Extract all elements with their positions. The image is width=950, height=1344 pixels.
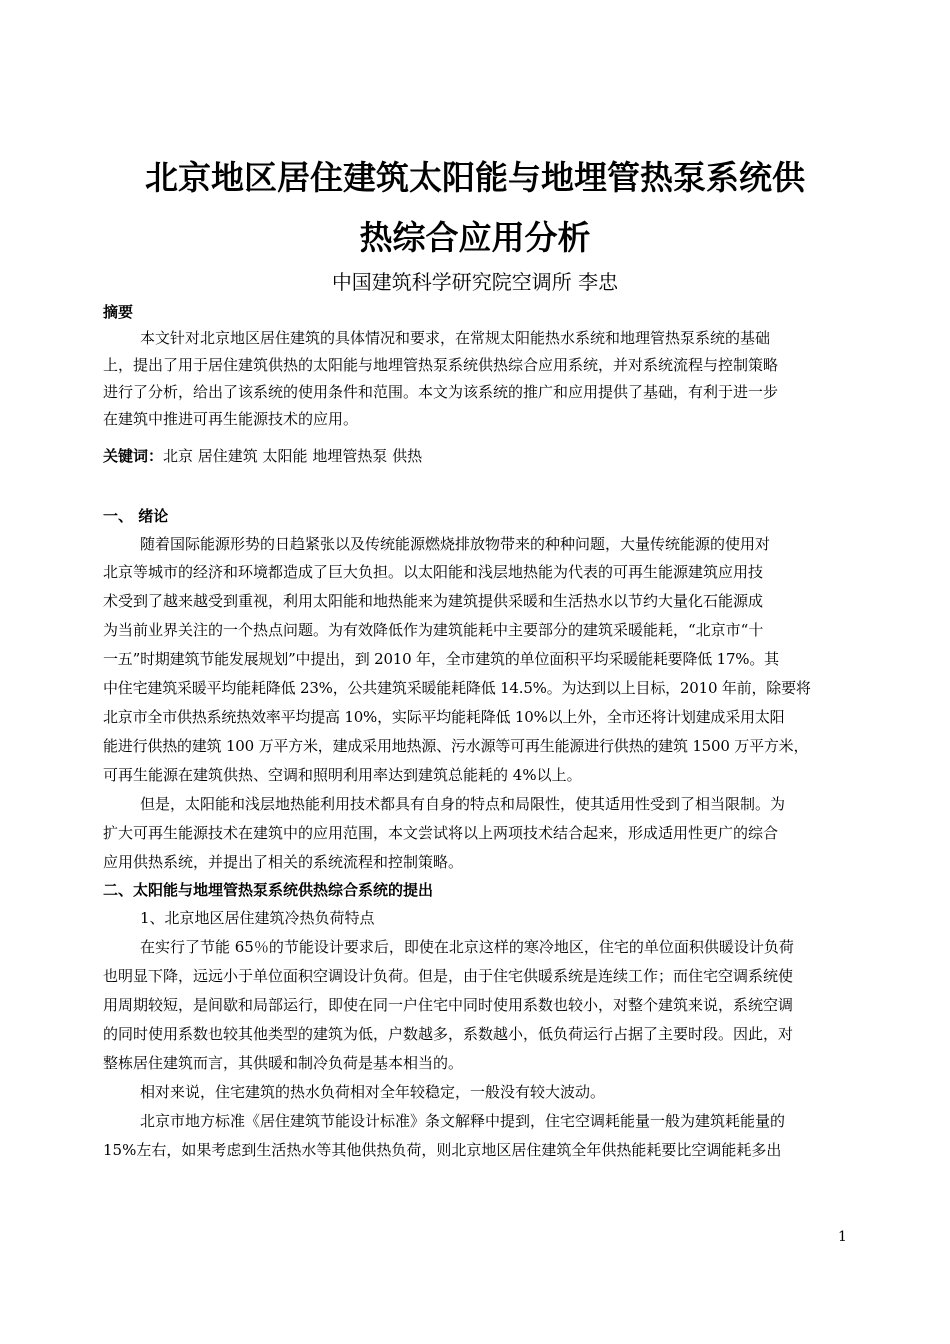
body-line: 北京市全市供热系统热效率平均提高 10%，实际平均能耗降低 10%以上外，全市还将计划建成采用太阳	[103, 708, 785, 726]
abstract-label: 摘要	[103, 303, 134, 321]
page-number: 1	[838, 1229, 847, 1245]
body-line: 北京市地方标准《居住建筑节能设计标准》条文解释中提到，住宅空调耗能量一般为建筑耗能量的	[140, 1112, 786, 1130]
body-line: 的同时使用系数也较其他类型的建筑为低，户数越多，系数越小，低负荷运行占据了主要时段。因此，对	[103, 1025, 794, 1043]
body-line: 随着国际能源形势的日趋紧张以及传统能源燃烧排放物带来的种种问题，大量传统能源的使用对	[140, 535, 771, 553]
body-line: 在实行了节能 65％的节能设计要求后，即使在北京这样的寒冷地区，住宅的单位面积供暖设计负荷	[140, 938, 794, 956]
keywords-text: 北京 居住建筑 太阳能 地埋管热泵 供热	[163, 447, 423, 465]
body-line: 用周期较短，是间歇和局部运行，即使在同一户住宅中同时使用系数也较小，对整个建筑来说，系统空调	[103, 996, 794, 1014]
body-line: 应用供热系统，并提出了相关的系统流程和控制策略。	[103, 853, 464, 871]
section-1-heading: 一、 绪论	[103, 507, 169, 525]
abstract-line: 本文针对北京地区居住建筑的具体情况和要求，在常规太阳能热水系统和地理管热泵系统的基础	[140, 329, 771, 347]
body-line: 扩大可再生能源技术在建筑中的应用范围，本文尝试将以上两项技术结合起来，形成适用性更广的综合	[103, 824, 779, 842]
author-affiliation: 中国建筑科学研究院空调所 李忠	[331, 270, 619, 294]
body-line: 能进行供热的建筑 100 万平方米，建成采用地热源、污水源等可再生能源进行供热的建筑 1500 万平方米，	[103, 737, 809, 755]
section-2-heading: 二、太阳能与地埋管热泵系统供热综合系统的提出	[103, 881, 434, 899]
paper-title-line-2: 热综合应用分析	[359, 218, 591, 257]
body-line: 一五”时期建筑节能发展规划”中提出，到 2010 年，全市建筑的单位面积平均采暖能耗要降低 17%。其	[103, 650, 779, 668]
body-line: 相对来说，住宅建筑的热水负荷相对全年较稳定，一般没有较大波动。	[140, 1083, 606, 1101]
keywords	[103, 445, 849, 467]
abstract-line: 进行了分析，给出了该系统的使用条件和范围。本文为该系统的推广和应用提供了基础，有利于进一步	[103, 383, 779, 401]
body-line: 中住宅建筑采暖平均能耗降低 23%，公共建筑采暖能耗降低 14.5%。为达到以上目标，2010 年前，除要将	[103, 679, 811, 697]
body-line: 但是，太阳能和浅层地热能利用技术都具有自身的特点和局限性，使其适用性受到了相当限制。为	[140, 795, 786, 813]
abstract-line: 在建筑中推进可再生能源技术的应用。	[103, 410, 359, 428]
body-line: 为当前业界关注的一个热点问题。为有效降低作为建筑能耗中主要部分的建筑采暖能耗，“北京市“十	[103, 621, 764, 639]
body-line: 也明显下降，远远小于单位面积空调设计负荷。但是，由于住宅供暖系统是连续工作；而住宅空调系统使	[103, 967, 794, 985]
body-line: 北京等城市的经济和环境都造成了巨大负担。以太阳能和浅层地热能为代表的可再生能源建筑应用技	[103, 563, 764, 581]
body-line: 可再生能源在建筑供热、空调和照明利用率达到建筑总能耗的 4%以上。	[103, 766, 582, 784]
body-line: 15%左右，如果考虑到生活热水等其他供热负荷，则北京地区居住建筑全年供热能耗要比空调能耗多出	[103, 1141, 782, 1159]
keywords-label: 关键词：	[103, 447, 164, 465]
abstract-line: 上，提出了用于居住建筑供热的太阳能与地埋管热泵系统供热综合应用系统，并对系统流程与控制策略	[103, 356, 779, 374]
body-line: 整栋居住建筑而言，其供暖和制冷负荷是基本相当的。	[103, 1054, 464, 1072]
subsection-heading: 1、北京地区居住建筑冷热负荷特点	[140, 909, 375, 927]
paper-title-line-1: 北京地区居住建筑太阳能与地埋管热泵系统供	[145, 158, 805, 197]
body-line: 术受到了越来越受到重视，利用太阳能和地热能来为建筑提供采暖和生活热水以节约大量化石能源成	[103, 592, 764, 610]
